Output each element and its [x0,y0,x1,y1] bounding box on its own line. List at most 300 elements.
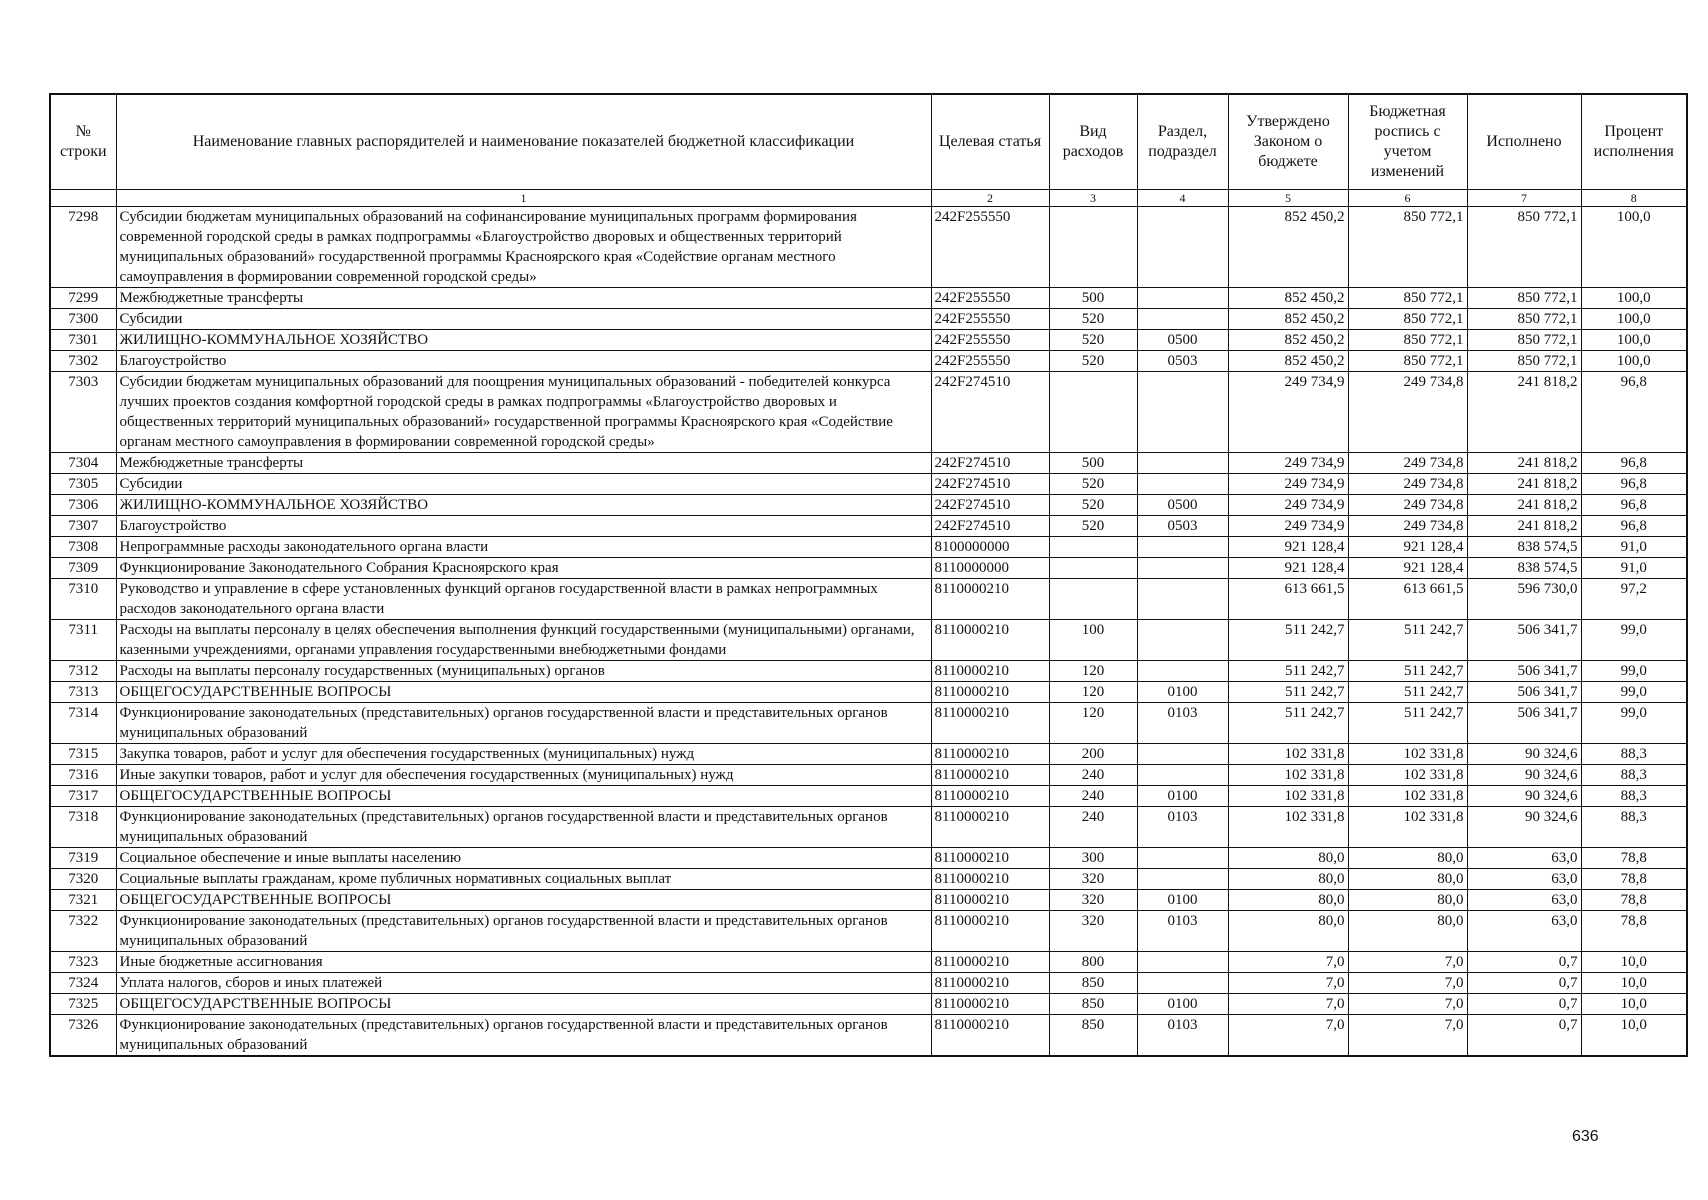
table-row [50,474,1687,495]
row-number: 7307 [50,516,116,537]
row-approved: 852 450,2 [1228,288,1348,309]
row-section [1137,973,1228,994]
row-number: 7321 [50,890,116,911]
table-row [50,620,1687,661]
row-number: 7320 [50,869,116,890]
colnum-4: 4 [1137,190,1228,207]
row-target: 8110000210 [931,994,1049,1015]
row-approved: 7,0 [1228,952,1348,973]
row-expense-type: 500 [1049,288,1137,309]
row-expense-type: 800 [1049,952,1137,973]
row-expense-type: 520 [1049,351,1137,372]
row-approved: 852 450,2 [1228,330,1348,351]
row-target: 242F255550 [931,288,1049,309]
row-expense-type: 120 [1049,703,1137,744]
header-section: Раздел, подраздел [1137,94,1228,190]
row-approved: 7,0 [1228,1015,1348,1057]
row-budget-list: 511 242,7 [1348,682,1467,703]
row-executed: 241 818,2 [1467,474,1581,495]
row-section: 0100 [1137,890,1228,911]
row-approved: 249 734,9 [1228,372,1348,453]
row-expense-type: 120 [1049,661,1137,682]
row-number: 7299 [50,288,116,309]
row-name: ЖИЛИЩНО-КОММУНАЛЬНОЕ ХОЗЯЙСТВО [116,330,931,351]
row-budget-list: 80,0 [1348,890,1467,911]
table-row [50,558,1687,579]
row-section [1137,207,1228,288]
table-row [50,453,1687,474]
row-approved: 80,0 [1228,869,1348,890]
row-section [1137,848,1228,869]
row-section [1137,474,1228,495]
row-budget-list: 850 772,1 [1348,309,1467,330]
row-name: Уплата налогов, сборов и иных платежей [116,973,931,994]
page-number: 636 [1572,1128,1599,1145]
row-percent: 88,3 [1581,807,1687,848]
row-executed: 506 341,7 [1467,620,1581,661]
row-approved: 102 331,8 [1228,807,1348,848]
row-section: 0100 [1137,786,1228,807]
row-target: 242F274510 [931,495,1049,516]
row-approved: 613 661,5 [1228,579,1348,620]
table-row [50,516,1687,537]
row-approved: 80,0 [1228,911,1348,952]
row-expense-type: 850 [1049,994,1137,1015]
table-row [50,744,1687,765]
row-approved: 249 734,9 [1228,516,1348,537]
row-number: 7301 [50,330,116,351]
row-number: 7310 [50,579,116,620]
row-approved: 852 450,2 [1228,207,1348,288]
row-name: Руководство и управление в сфере установленных функций органов государственной власти в рамках непрограммных расходов законодательного органа власти [116,579,931,620]
row-section: 0500 [1137,330,1228,351]
row-approved: 249 734,9 [1228,453,1348,474]
row-target: 8110000210 [931,807,1049,848]
row-target: 242F274510 [931,453,1049,474]
row-number: 7311 [50,620,116,661]
row-section: 0100 [1137,682,1228,703]
table-row [50,973,1687,994]
row-percent: 10,0 [1581,973,1687,994]
row-executed: 850 772,1 [1467,288,1581,309]
row-percent: 96,8 [1581,495,1687,516]
row-executed: 0,7 [1467,994,1581,1015]
table-row [50,765,1687,786]
row-executed: 596 730,0 [1467,579,1581,620]
row-section: 0103 [1137,1015,1228,1057]
row-budget-list: 102 331,8 [1348,807,1467,848]
row-target: 8110000210 [931,786,1049,807]
row-executed: 838 574,5 [1467,558,1581,579]
row-expense-type: 100 [1049,620,1137,661]
row-executed: 63,0 [1467,869,1581,890]
row-number: 7303 [50,372,116,453]
row-name: Социальное обеспечение и иные выплаты населению [116,848,931,869]
row-percent: 10,0 [1581,994,1687,1015]
row-name: Функционирование законодательных (представительных) органов государственной власти и представительных органов муниципальных образований [116,1015,931,1057]
row-section: 0103 [1137,911,1228,952]
colnum-7: 7 [1467,190,1581,207]
row-section: 0503 [1137,516,1228,537]
row-executed: 63,0 [1467,911,1581,952]
header-percent: Процент исполнения [1581,94,1687,190]
row-percent: 99,0 [1581,682,1687,703]
row-name: Функционирование законодательных (представительных) органов государственной власти и представительных органов муниципальных образований [116,911,931,952]
row-number: 7309 [50,558,116,579]
row-percent: 99,0 [1581,703,1687,744]
row-expense-type: 520 [1049,330,1137,351]
table-row [50,1015,1687,1057]
row-expense-type [1049,537,1137,558]
row-percent: 78,8 [1581,869,1687,890]
row-percent: 78,8 [1581,848,1687,869]
row-section [1137,869,1228,890]
table-row [50,786,1687,807]
row-executed: 506 341,7 [1467,703,1581,744]
row-target: 8110000210 [931,911,1049,952]
row-number: 7314 [50,703,116,744]
row-target: 242F255550 [931,351,1049,372]
table-row [50,952,1687,973]
header-budget-list: Бюджетная роспись с учетом изменений [1348,94,1467,190]
colnum-2: 2 [931,190,1049,207]
header-row [50,94,1687,190]
row-percent: 99,0 [1581,661,1687,682]
row-section [1137,288,1228,309]
row-percent: 100,0 [1581,351,1687,372]
row-budget-list: 850 772,1 [1348,351,1467,372]
table-row [50,911,1687,952]
row-section: 0103 [1137,703,1228,744]
row-number: 7324 [50,973,116,994]
row-executed: 0,7 [1467,952,1581,973]
row-name: Непрограммные расходы законодательного органа власти [116,537,931,558]
row-name: ЖИЛИЩНО-КОММУНАЛЬНОЕ ХОЗЯЙСТВО [116,495,931,516]
table-row [50,288,1687,309]
row-percent: 96,8 [1581,516,1687,537]
row-number: 7325 [50,994,116,1015]
row-percent: 88,3 [1581,744,1687,765]
row-budget-list: 850 772,1 [1348,330,1467,351]
row-executed: 0,7 [1467,973,1581,994]
header-approved: Утверждено Законом о бюджете [1228,94,1348,190]
row-name: ОБЩЕГОСУДАРСТВЕННЫЕ ВОПРОСЫ [116,890,931,911]
row-number: 7318 [50,807,116,848]
row-target: 8110000210 [931,579,1049,620]
row-percent: 91,0 [1581,558,1687,579]
row-budget-list: 850 772,1 [1348,288,1467,309]
row-target: 8110000210 [931,890,1049,911]
row-target: 8110000210 [931,744,1049,765]
row-name: Социальные выплаты гражданам, кроме публичных нормативных социальных выплат [116,869,931,890]
row-target: 8110000210 [931,682,1049,703]
table-row [50,537,1687,558]
colnum-5: 5 [1228,190,1348,207]
row-target: 242F255550 [931,309,1049,330]
row-approved: 7,0 [1228,994,1348,1015]
row-budget-list: 7,0 [1348,1015,1467,1057]
row-budget-list: 850 772,1 [1348,207,1467,288]
colnum-8: 8 [1581,190,1687,207]
row-approved: 102 331,8 [1228,765,1348,786]
row-target: 8110000210 [931,620,1049,661]
row-number: 7308 [50,537,116,558]
row-percent: 97,2 [1581,579,1687,620]
row-number: 7319 [50,848,116,869]
row-expense-type: 850 [1049,1015,1137,1057]
table-row [50,890,1687,911]
row-percent: 10,0 [1581,952,1687,973]
row-target: 8110000210 [931,869,1049,890]
row-number: 7305 [50,474,116,495]
row-expense-type: 520 [1049,474,1137,495]
row-executed: 241 818,2 [1467,516,1581,537]
row-percent: 100,0 [1581,207,1687,288]
row-executed: 90 324,6 [1467,744,1581,765]
row-percent: 88,3 [1581,765,1687,786]
row-target: 242F274510 [931,372,1049,453]
row-target: 242F255550 [931,207,1049,288]
table-row [50,207,1687,288]
row-section [1137,537,1228,558]
row-budget-list: 921 128,4 [1348,537,1467,558]
row-expense-type [1049,579,1137,620]
row-executed: 850 772,1 [1467,351,1581,372]
row-approved: 249 734,9 [1228,474,1348,495]
table-body [50,207,1687,1057]
row-percent: 10,0 [1581,1015,1687,1057]
row-executed: 241 818,2 [1467,453,1581,474]
row-percent: 100,0 [1581,330,1687,351]
row-budget-list: 7,0 [1348,994,1467,1015]
row-budget-list: 249 734,8 [1348,474,1467,495]
row-executed: 90 324,6 [1467,807,1581,848]
row-expense-type: 500 [1049,453,1137,474]
header-executed: Исполнено [1467,94,1581,190]
row-section: 0103 [1137,807,1228,848]
row-expense-type: 520 [1049,309,1137,330]
row-section [1137,620,1228,661]
row-target: 8110000210 [931,703,1049,744]
row-section [1137,661,1228,682]
row-budget-list: 511 242,7 [1348,661,1467,682]
row-name: ОБЩЕГОСУДАРСТВЕННЫЕ ВОПРОСЫ [116,682,931,703]
row-target: 242F274510 [931,474,1049,495]
row-budget-list: 249 734,8 [1348,453,1467,474]
row-expense-type: 320 [1049,911,1137,952]
row-target: 8110000210 [931,848,1049,869]
row-approved: 102 331,8 [1228,786,1348,807]
row-approved: 921 128,4 [1228,558,1348,579]
row-approved: 852 450,2 [1228,351,1348,372]
row-budget-list: 80,0 [1348,911,1467,952]
table-row [50,495,1687,516]
row-number: 7322 [50,911,116,952]
colnum-blank [50,190,116,207]
row-number: 7317 [50,786,116,807]
table-row [50,682,1687,703]
row-budget-list: 249 734,8 [1348,516,1467,537]
row-target: 8110000210 [931,661,1049,682]
row-target: 8110000210 [931,952,1049,973]
row-expense-type: 520 [1049,516,1137,537]
row-number: 7313 [50,682,116,703]
row-number: 7300 [50,309,116,330]
row-budget-list: 102 331,8 [1348,786,1467,807]
row-executed: 241 818,2 [1467,495,1581,516]
row-target: 242F274510 [931,516,1049,537]
row-number: 7298 [50,207,116,288]
row-budget-list: 7,0 [1348,952,1467,973]
row-name: Благоустройство [116,516,931,537]
row-expense-type: 320 [1049,869,1137,890]
table-row [50,661,1687,682]
row-section: 0500 [1137,495,1228,516]
row-name: Субсидии бюджетам муниципальных образований на софинансирование муниципальных программ формирования современной городской среды в рамках подпрограммы «Благоустройство дворовых и общественных территорий муниципальных образований» государственной программы Красноярского края «Содействие органам местного самоуправления в формировании современной городской среды» [116,207,931,288]
header-name: Наименование главных распорядителей и наименование показателей бюджетной классификации [116,94,931,190]
row-budget-list: 80,0 [1348,869,1467,890]
row-name: Функционирование законодательных (представительных) органов государственной власти и представительных органов муниципальных образований [116,807,931,848]
header-row-no: № строки [50,94,116,190]
table-row [50,703,1687,744]
row-section [1137,579,1228,620]
row-section: 0100 [1137,994,1228,1015]
row-budget-list: 102 331,8 [1348,744,1467,765]
row-budget-list: 511 242,7 [1348,703,1467,744]
row-approved: 80,0 [1228,890,1348,911]
row-percent: 96,8 [1581,474,1687,495]
row-expense-type [1049,372,1137,453]
row-name: Иные закупки товаров, работ и услуг для обеспечения государственных (муниципальных) нужд [116,765,931,786]
row-name: Субсидии бюджетам муниципальных образований для поощрения муниципальных образований - победителей конкурса лучших проектов создания комфортной городской среды в рамках подпрограммы «Благоустройство дворовых и общественных территорий муниципальных образований» государственной программы Красноярского края «Содействие органам местного самоуправления в формировании современной городской среды» [116,372,931,453]
row-name: Функционирование законодательных (представительных) органов государственной власти и представительных органов муниципальных образований [116,703,931,744]
table-row [50,579,1687,620]
row-executed: 241 818,2 [1467,372,1581,453]
row-budget-list: 613 661,5 [1348,579,1467,620]
row-section [1137,952,1228,973]
row-executed: 63,0 [1467,848,1581,869]
row-percent: 91,0 [1581,537,1687,558]
table-row [50,807,1687,848]
row-target: 8110000000 [931,558,1049,579]
row-section [1137,372,1228,453]
row-expense-type: 850 [1049,973,1137,994]
column-number-row [50,190,1687,207]
row-section [1137,453,1228,474]
row-name: ОБЩЕГОСУДАРСТВЕННЫЕ ВОПРОСЫ [116,994,931,1015]
colnum-6: 6 [1348,190,1467,207]
row-name: Субсидии [116,474,931,495]
row-section [1137,744,1228,765]
row-percent: 78,8 [1581,911,1687,952]
row-number: 7306 [50,495,116,516]
table-row [50,309,1687,330]
row-name: Благоустройство [116,351,931,372]
row-name: Расходы на выплаты персоналу государственных (муниципальных) органов [116,661,931,682]
row-target: 8110000210 [931,1015,1049,1057]
row-percent: 78,8 [1581,890,1687,911]
row-number: 7315 [50,744,116,765]
row-budget-list: 921 128,4 [1348,558,1467,579]
row-executed: 506 341,7 [1467,682,1581,703]
row-percent: 100,0 [1581,288,1687,309]
row-expense-type [1049,207,1137,288]
row-number: 7304 [50,453,116,474]
row-executed: 0,7 [1467,1015,1581,1057]
row-executed: 90 324,6 [1467,765,1581,786]
row-target: 8110000210 [931,765,1049,786]
row-approved: 7,0 [1228,973,1348,994]
row-approved: 80,0 [1228,848,1348,869]
row-target: 8100000000 [931,537,1049,558]
row-expense-type: 200 [1049,744,1137,765]
row-approved: 852 450,2 [1228,309,1348,330]
row-approved: 249 734,9 [1228,495,1348,516]
header-expense-type: Вид расходов [1049,94,1137,190]
row-approved: 511 242,7 [1228,682,1348,703]
row-number: 7316 [50,765,116,786]
colnum-3: 3 [1049,190,1137,207]
row-name: Межбюджетные трансферты [116,453,931,474]
row-budget-list: 511 242,7 [1348,620,1467,661]
row-approved: 921 128,4 [1228,537,1348,558]
row-budget-list: 7,0 [1348,973,1467,994]
table-row [50,869,1687,890]
row-target: 8110000210 [931,973,1049,994]
row-approved: 511 242,7 [1228,661,1348,682]
row-approved: 511 242,7 [1228,620,1348,661]
row-section: 0503 [1137,351,1228,372]
row-percent: 96,8 [1581,372,1687,453]
row-executed: 850 772,1 [1467,207,1581,288]
row-name: Иные бюджетные ассигнования [116,952,931,973]
row-budget-list: 102 331,8 [1348,765,1467,786]
table-row [50,330,1687,351]
row-percent: 100,0 [1581,309,1687,330]
header-target: Целевая статья [931,94,1049,190]
row-approved: 511 242,7 [1228,703,1348,744]
table-row [50,994,1687,1015]
row-budget-list: 249 734,8 [1348,372,1467,453]
row-expense-type: 240 [1049,765,1137,786]
row-number: 7302 [50,351,116,372]
row-approved: 102 331,8 [1228,744,1348,765]
row-executed: 850 772,1 [1467,309,1581,330]
row-executed: 506 341,7 [1467,661,1581,682]
row-target: 242F255550 [931,330,1049,351]
row-expense-type [1049,558,1137,579]
budget-table [49,93,1688,1057]
row-name: Субсидии [116,309,931,330]
row-section [1137,558,1228,579]
row-percent: 96,8 [1581,453,1687,474]
row-name: Расходы на выплаты персоналу в целях обеспечения выполнения функций государственными (муниципальными) органами, казенными учреждениями, органами управления государственными внебюджетными фондами [116,620,931,661]
row-budget-list: 80,0 [1348,848,1467,869]
row-expense-type: 520 [1049,495,1137,516]
row-executed: 90 324,6 [1467,786,1581,807]
row-budget-list: 249 734,8 [1348,495,1467,516]
row-percent: 99,0 [1581,620,1687,661]
table-row [50,848,1687,869]
row-name: Закупка товаров, работ и услуг для обеспечения государственных (муниципальных) нужд [116,744,931,765]
row-expense-type: 320 [1049,890,1137,911]
row-executed: 838 574,5 [1467,537,1581,558]
row-executed: 850 772,1 [1467,330,1581,351]
row-expense-type: 240 [1049,807,1137,848]
row-percent: 88,3 [1581,786,1687,807]
colnum-1: 1 [116,190,931,207]
row-executed: 63,0 [1467,890,1581,911]
